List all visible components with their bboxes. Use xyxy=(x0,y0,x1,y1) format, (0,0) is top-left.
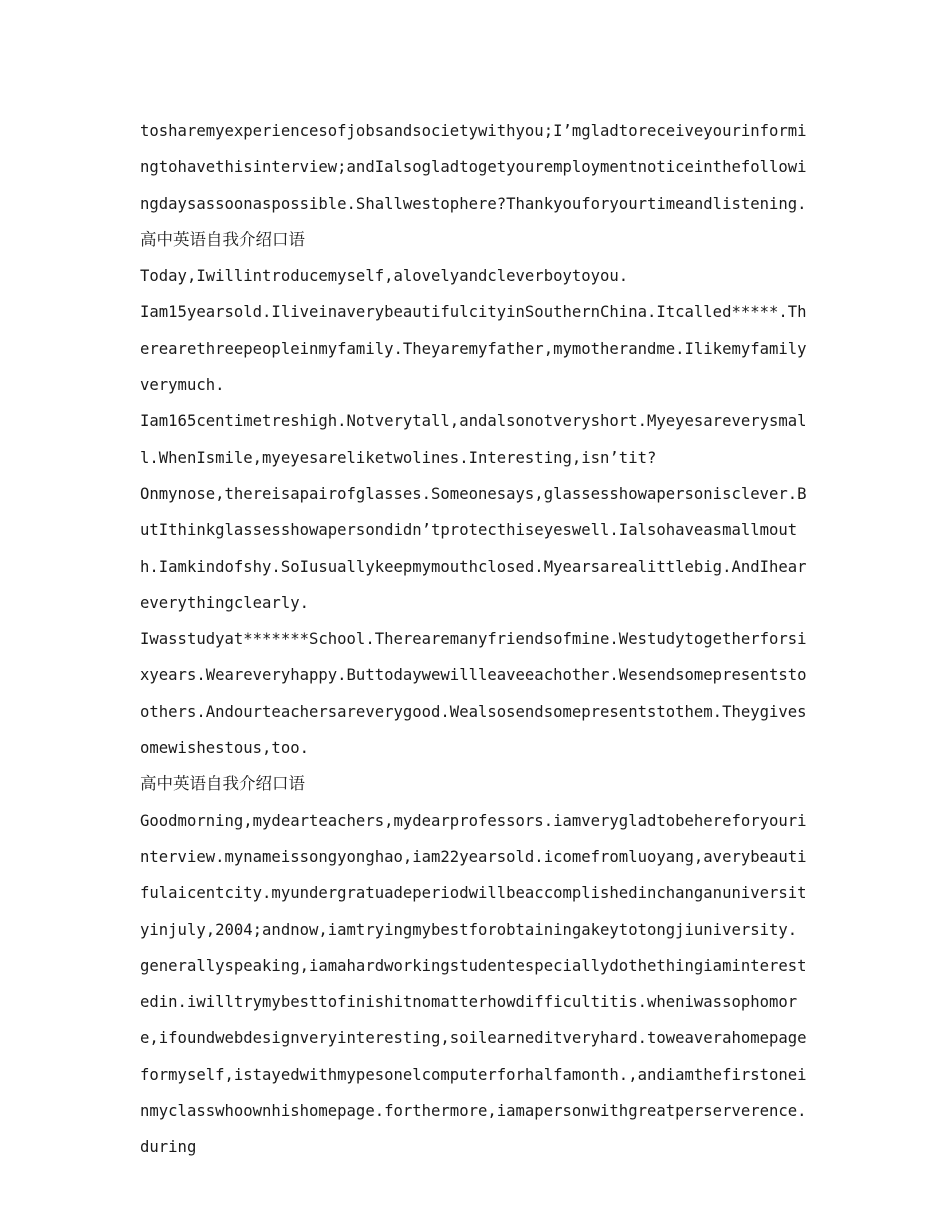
paragraph-generally-speaking: generallyspeaking,iamahardworkingstudentespeciallydothethingiaminterestedin.iwilltrymybesttofinishitnomatterhowdifficultitis.wheniwassophomore,ifoundwebdesignveryinteresting,soilearneditveryhard.toweaverahomepageformyself,istayedwithmypesonelcomputerforhalfamonth.,andiamthefirstoneinmyclasswhoownhishomepage.forthermore,iamapersonwithgreatperserverence.during xyxy=(140,956,807,1157)
paragraph-intro: Today,Iwillintroducemyself,alovelyandcleverboytoyou. xyxy=(140,267,629,286)
section-heading: 高中英语自我介绍口语 xyxy=(140,229,305,249)
paragraph-school: Iwasstudyat*******School.Therearemanyfriendsofmine.Westudytogetherforsixyears.Weareveryhappy.Buttodaywewillleaveeachother.Wesendsomepresentstoothers.Andourteachersareverygood.Wealsosendsomepresentstothem.Theygivesomewishestous,too. xyxy=(140,630,807,758)
section-heading: 高中英语自我介绍口语 xyxy=(140,774,305,794)
paragraph-height-and-eyes: Iam165centimetreshigh.Notverytall,andalsonotveryshort.Myeyesareverysmall.WhenIsmile,myeyesareliketwolines.Interesting,isn’tit? xyxy=(140,412,807,467)
paragraph-age-and-family: Iam15yearsold.IliveinaverybeautifulcityinSouthernChina.Itcalled*****.Therearethreepeopleinmyfamily.Theyaremyfather,mymotherandme.Ilikemyfamilyverymuch. xyxy=(140,303,807,395)
document-body xyxy=(140,113,812,1166)
paragraph-closing-remarks: tosharemyexperiencesofjobsandsocietywithyou;I’mgladtoreceiveyourinformingtohavethisinterview;andIalsogladtogetyouremploymentnoticeinthefollowingdaysassoonaspossible.Shallwestophere?Thankyouforyourtimeandlistening. xyxy=(140,122,807,213)
paragraph-glasses-and-mouth: Onmynose,thereisapairofglasses.Someonesays,glassesshowapersonisclever.ButIthinkglassesshowapersondidn’tprotecthiseyeswell.Ialsohaveasmallmouth.Iamkindofshy.SoIusuallykeepmymouthclosed.Myearsarealittlebig.AndIheareverythingclearly. xyxy=(140,484,807,612)
paragraph-good-morning: Goodmorning,mydearteachers,mydearprofessors.iamverygladtobehereforyourinterview.mynameissongyonghao,iam22yearsold.icomefromluoyang,averybeautifulaicentcity.myundergratuadeperiodwillbeaccomplishedinchanganuniversityinjuly,2004;andnow,iamtryingmybestforobtainingakeytotongjiuniversity. xyxy=(140,811,807,939)
